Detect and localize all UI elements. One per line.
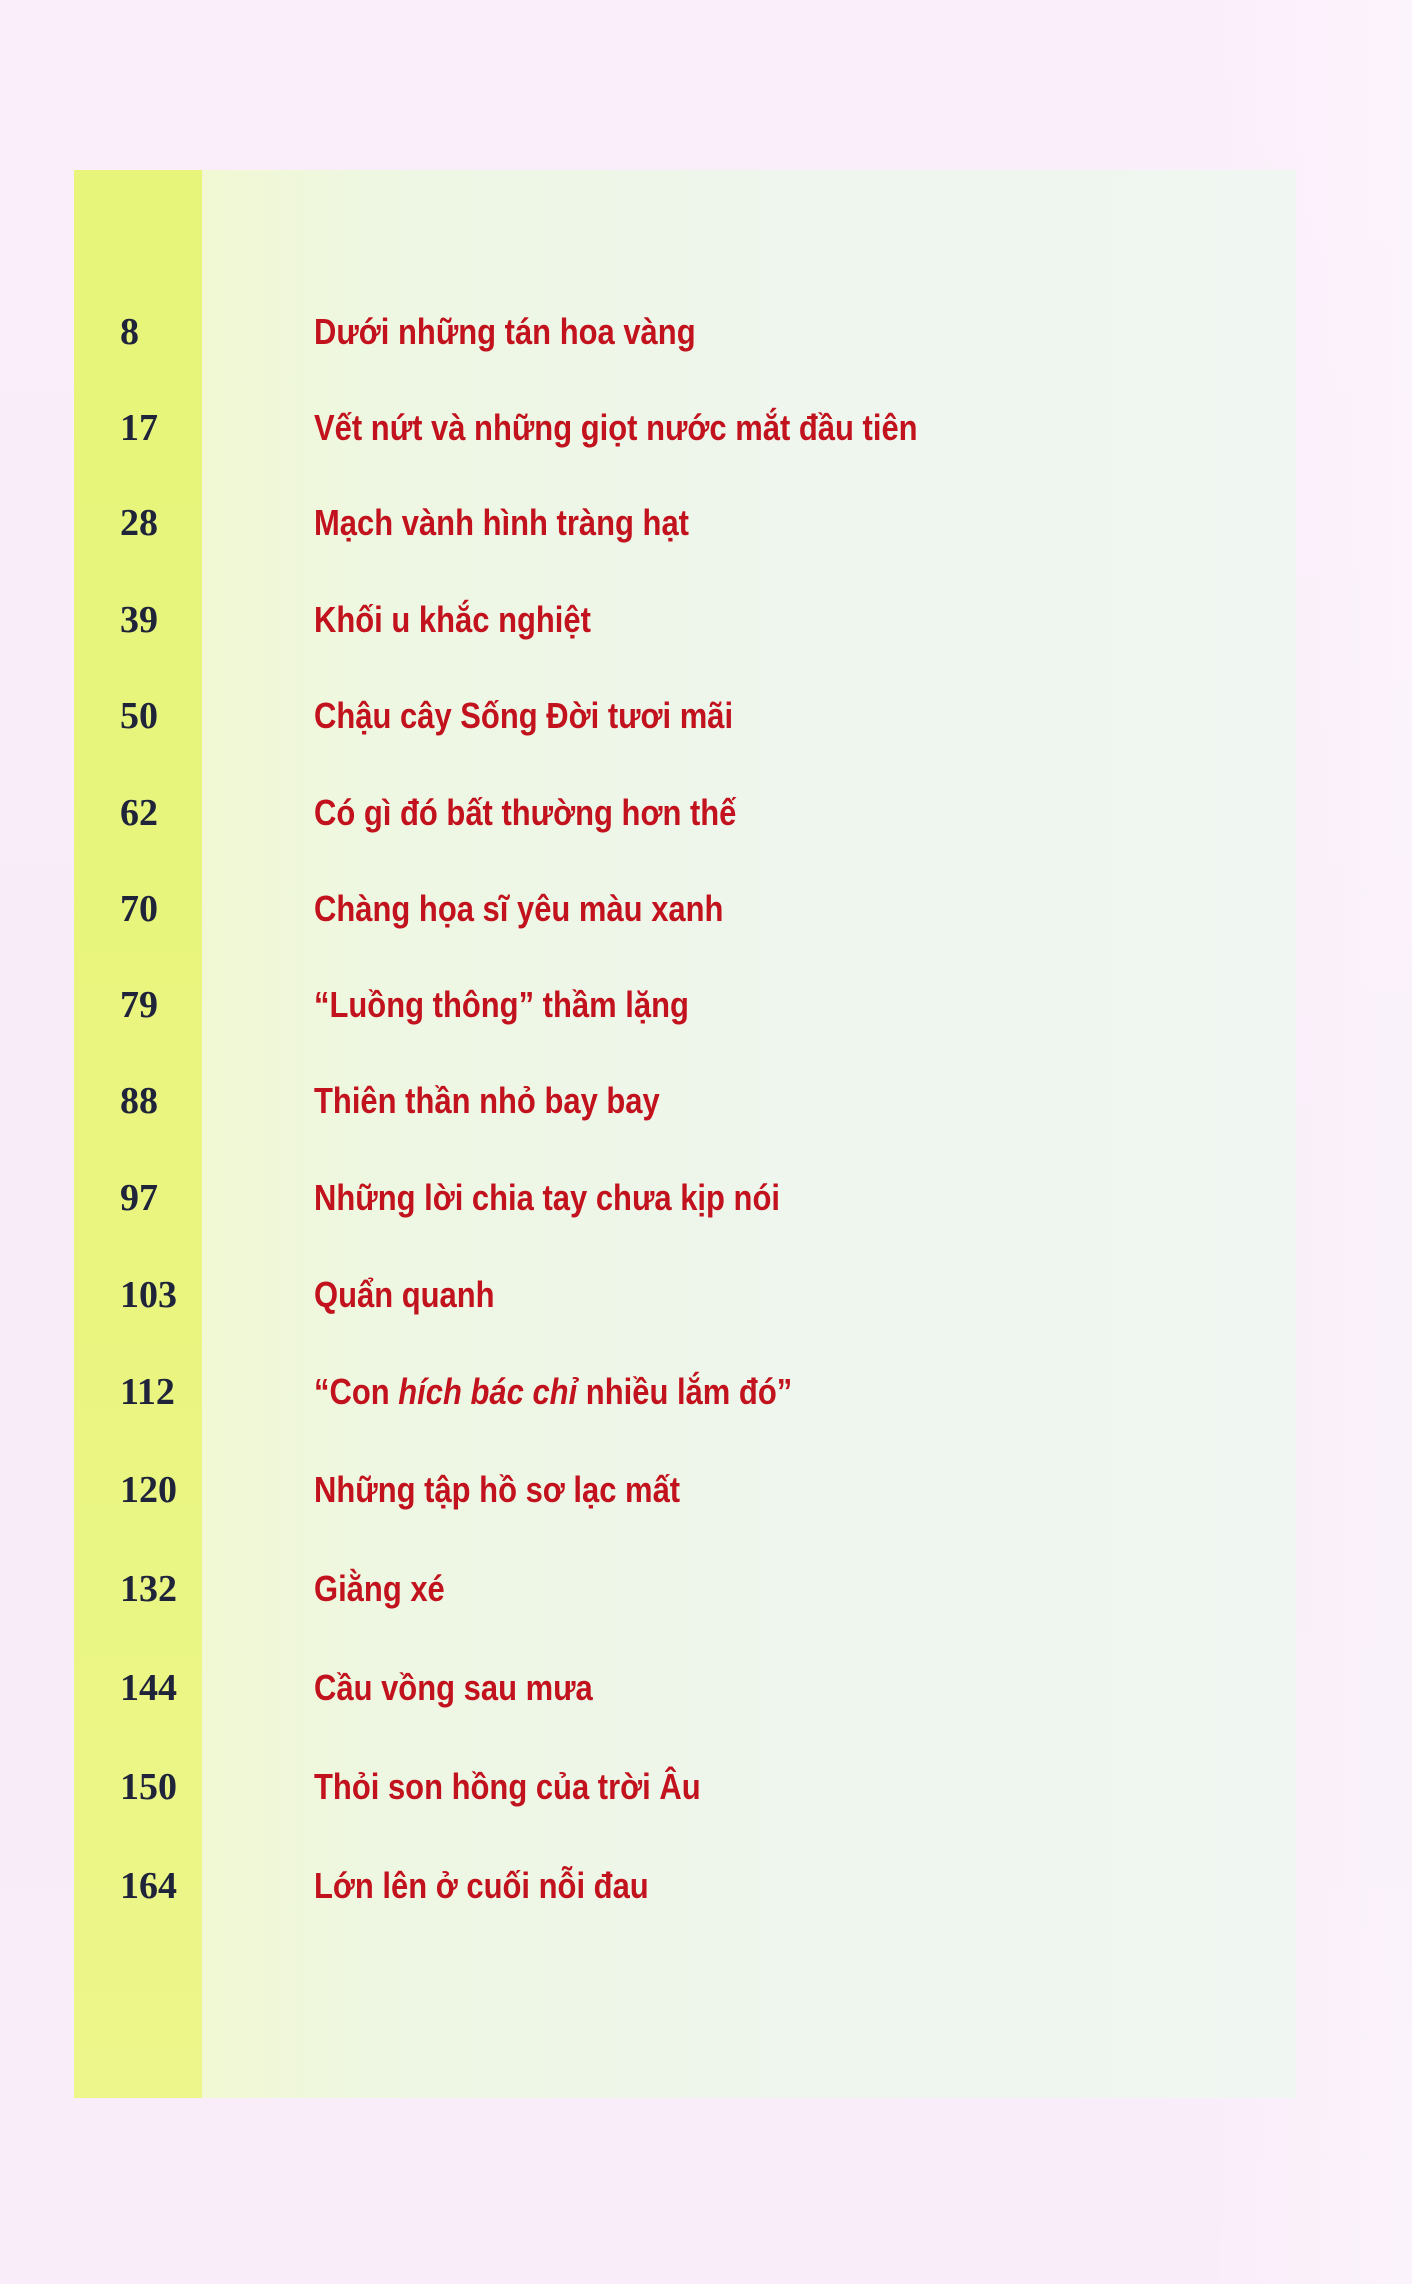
toc-entry[interactable] bbox=[74, 1163, 1296, 1233]
toc-page-number: 79 bbox=[120, 984, 158, 1026]
toc-page-number: 50 bbox=[120, 695, 158, 737]
toc-page-number: 70 bbox=[120, 888, 158, 930]
toc-page-number: 17 bbox=[120, 407, 158, 449]
toc-page-number: 112 bbox=[120, 1371, 175, 1413]
toc-title-italic-part: hích bác chỉ bbox=[398, 1371, 578, 1412]
toc-title: Cầu vồng sau mưa bbox=[314, 1667, 593, 1708]
toc-entry[interactable] bbox=[74, 1357, 1296, 1427]
toc-title: Chàng họa sĩ yêu màu xanh bbox=[314, 888, 724, 929]
toc-page-number: 103 bbox=[120, 1274, 177, 1316]
toc-title bbox=[314, 1357, 792, 1427]
toc-title: Những tập hồ sơ lạc mất bbox=[314, 1469, 681, 1510]
toc-title: Quẩn quanh bbox=[314, 1274, 495, 1315]
toc-entry[interactable] bbox=[74, 393, 1296, 463]
toc-page-number: 62 bbox=[120, 792, 158, 834]
toc-title-part: “Con bbox=[314, 1371, 399, 1412]
toc-entry[interactable] bbox=[74, 1455, 1296, 1525]
toc-entry[interactable] bbox=[74, 874, 1296, 944]
toc-page-number: 144 bbox=[120, 1667, 177, 1709]
toc-title: Lớn lên ở cuối nỗi đau bbox=[314, 1865, 649, 1906]
toc-title: Dưới những tán hoa vàng bbox=[314, 311, 696, 352]
toc-title: Mạch vành hình tràng hạt bbox=[314, 502, 689, 543]
toc-entry[interactable] bbox=[74, 297, 1296, 367]
toc-page-number: 150 bbox=[120, 1766, 177, 1808]
toc-entry[interactable] bbox=[74, 1066, 1296, 1136]
toc-page-number: 120 bbox=[120, 1469, 177, 1511]
toc-entry[interactable] bbox=[74, 1752, 1296, 1822]
toc-title: Những lời chia tay chưa kịp nói bbox=[314, 1177, 780, 1218]
toc-entry[interactable] bbox=[74, 1554, 1296, 1624]
toc-title: Thiên thần nhỏ bay bay bbox=[314, 1080, 660, 1121]
table-of-contents bbox=[74, 170, 1296, 2098]
toc-title: Vết nứt và những giọt nước mắt đầu tiên bbox=[314, 407, 918, 448]
toc-entry[interactable] bbox=[74, 585, 1296, 655]
toc-title-part: nhiều lắm đó” bbox=[577, 1371, 793, 1412]
toc-title: Thỏi son hồng của trời Âu bbox=[314, 1766, 701, 1807]
toc-page-number: 8 bbox=[120, 311, 139, 353]
toc-title: Có gì đó bất thường hơn thế bbox=[314, 792, 737, 833]
toc-entry[interactable] bbox=[74, 778, 1296, 848]
toc-page-number: 88 bbox=[120, 1080, 158, 1122]
toc-entry[interactable] bbox=[74, 1260, 1296, 1330]
toc-entry[interactable] bbox=[74, 1653, 1296, 1723]
toc-title: Chậu cây Sống Đời tươi mãi bbox=[314, 695, 734, 736]
toc-page-number: 28 bbox=[120, 502, 158, 544]
toc-page-number: 97 bbox=[120, 1177, 158, 1219]
toc-title: Khối u khắc nghiệt bbox=[314, 599, 591, 640]
toc-entry[interactable] bbox=[74, 970, 1296, 1040]
toc-title: “Luồng thông” thầm lặng bbox=[314, 984, 689, 1025]
toc-entry[interactable] bbox=[74, 488, 1296, 558]
toc-page-number: 39 bbox=[120, 599, 158, 641]
toc-page-number: 164 bbox=[120, 1865, 177, 1907]
toc-page-number: 132 bbox=[120, 1568, 177, 1610]
toc-title: Giằng xé bbox=[314, 1568, 445, 1609]
toc-entry[interactable] bbox=[74, 1851, 1296, 1921]
toc-entry[interactable] bbox=[74, 681, 1296, 751]
